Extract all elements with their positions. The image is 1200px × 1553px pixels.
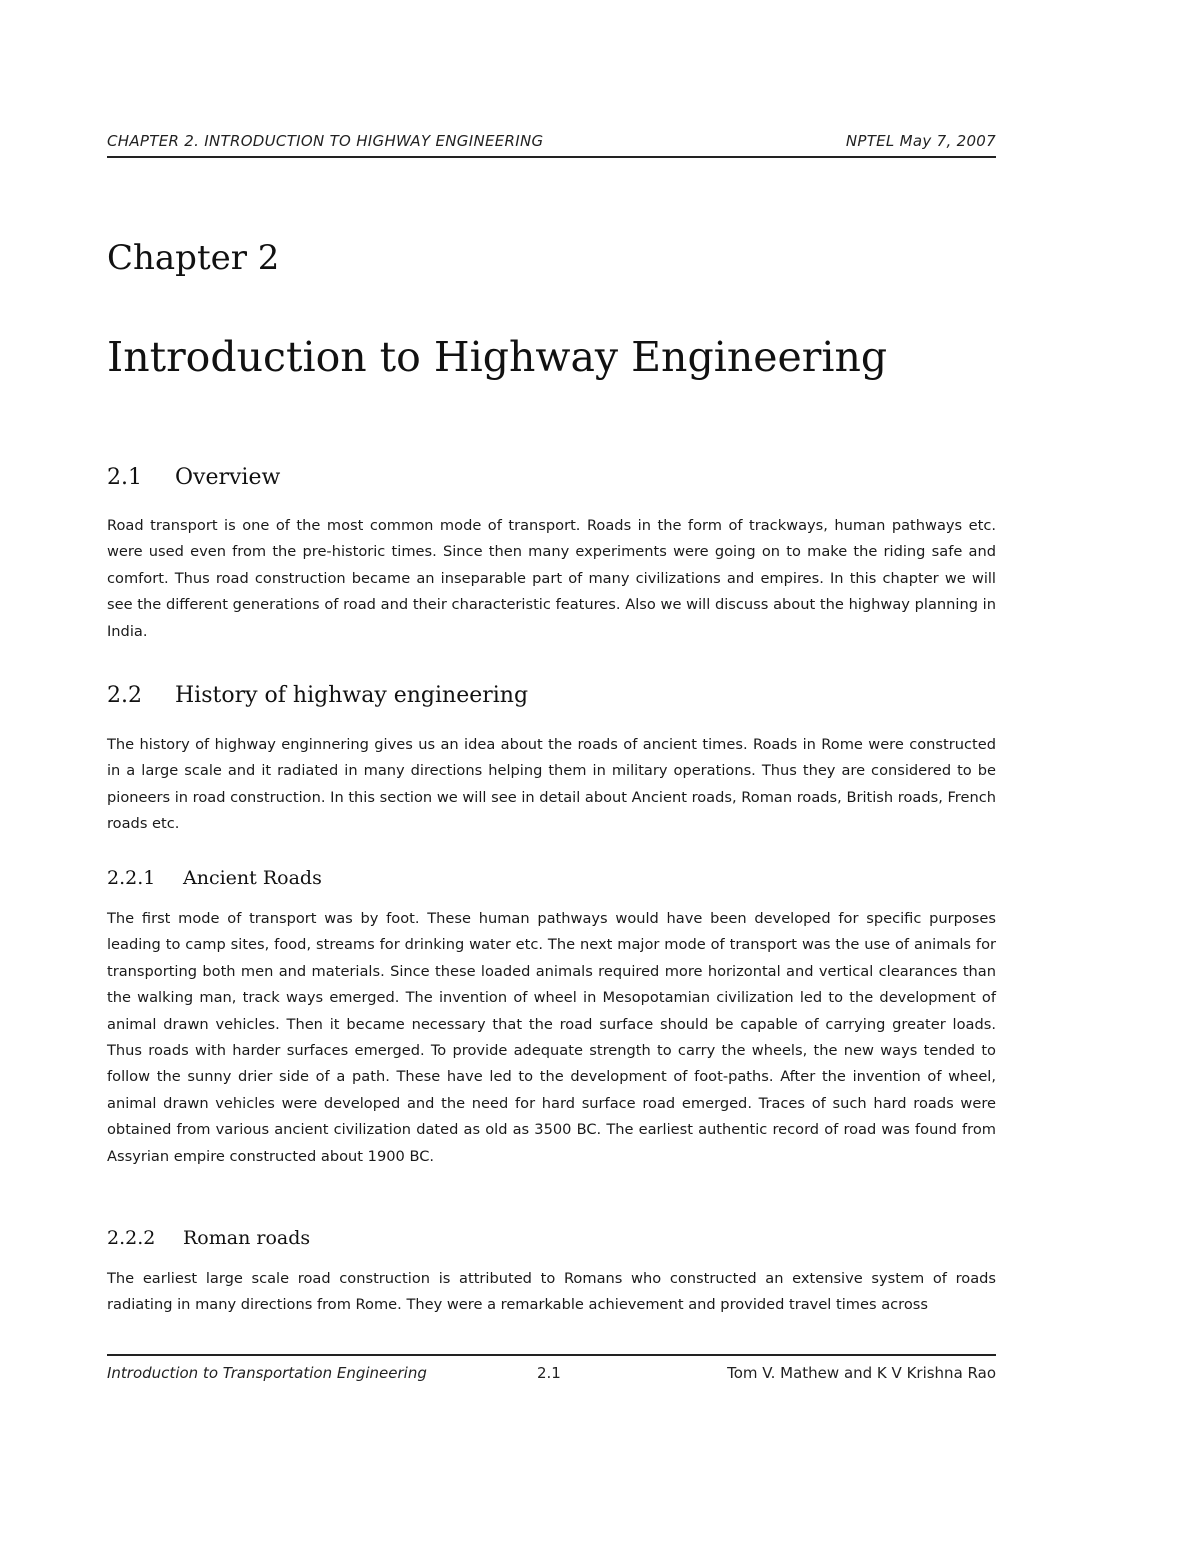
- footer-page-number: 2.1: [537, 1364, 561, 1382]
- section-title: History of highway engineering: [175, 683, 529, 708]
- subsection-title: Roman roads: [183, 1227, 311, 1249]
- subsection-title: Ancient Roads: [183, 867, 322, 889]
- section-number: 2.1: [107, 465, 142, 490]
- section-number: 2.2: [107, 683, 142, 708]
- subsection-number: 2.2.2: [107, 1227, 156, 1249]
- paragraph-ancient-roads: The first mode of transport was by foot. These human pathways would have been developed for specific purposes leading to camp sites, food, streams for drinking water etc. The next major mode of transport was the use of animals for transporting both men and materials. Since these loaded animals required more horizontal and vertical clearances than the walking man, track ways emerged. The invention of wheel in Mesopotamian civilization led to the development of animal drawn vehicles. Then it became necessary that the road surface should be capable of carrying greater loads. Thus roads with harder surfaces emerged. To provide adequate strength to carry the wheels, the new ways tended to follow the sunny drier side of a path. These have led to the development of foot-paths. After the invention of wheel, animal drawn vehicles were developed and the need for hard surface road emerged. Traces of such hard roads were obtained from various ancient civilization dated as old as 3500 BC. The earliest authentic record of road was found from Assyrian empire constructed about 1900 BC.: [107, 910, 996, 1165]
- section-heading-history: [107, 683, 528, 708]
- chapter-title: Introduction to Highway Engineering: [107, 333, 888, 381]
- footer-book-title: Introduction to Transportation Engineering: [107, 1364, 427, 1382]
- paragraph-history: The history of highway enginnering gives us an idea about the roads of ancient times. Roads in Rome were constructed in a large scale and it radiated in many directions helping them in military operations. Thus they are considered to be pioneers in road construction. In this section we will see in detail about Ancient roads, Roman roads, British roads, French roads etc.: [107, 736, 996, 833]
- subsection-heading-ancient-roads: [107, 867, 322, 889]
- running-footer: [107, 1354, 996, 1386]
- section-title: Overview: [175, 465, 281, 490]
- header-chapter-title: CHAPTER 2. INTRODUCTION TO HIGHWAY ENGINEERING: [107, 132, 544, 150]
- paragraph-overview: Road transport is one of the most common mode of transport. Roads in the form of trackways, human pathways etc. were used even from the pre-historic times. Since then many experiments were going on to make the riding safe and comfort. Thus road construction became an inseparable part of many civilizations and empires. In this chapter we will see the different generations of road and their characteristic features. Also we will discuss about the highway planning in India.: [107, 517, 996, 640]
- chapter-label: Chapter 2: [107, 238, 280, 278]
- footer-authors: Tom V. Mathew and K V Krishna Rao: [727, 1364, 996, 1382]
- subsection-heading-roman-roads: [107, 1227, 310, 1249]
- section-heading-overview: [107, 465, 280, 490]
- running-header: [107, 130, 996, 158]
- paragraph-roman-roads: The earliest large scale road construction is attributed to Romans who constructed an extensive system of roads radiating in many directions from Rome. They were a remarkable achievement and provided travel times across: [107, 1270, 996, 1314]
- header-date: NPTEL May 7, 2007: [845, 132, 996, 150]
- subsection-number: 2.2.1: [107, 867, 156, 889]
